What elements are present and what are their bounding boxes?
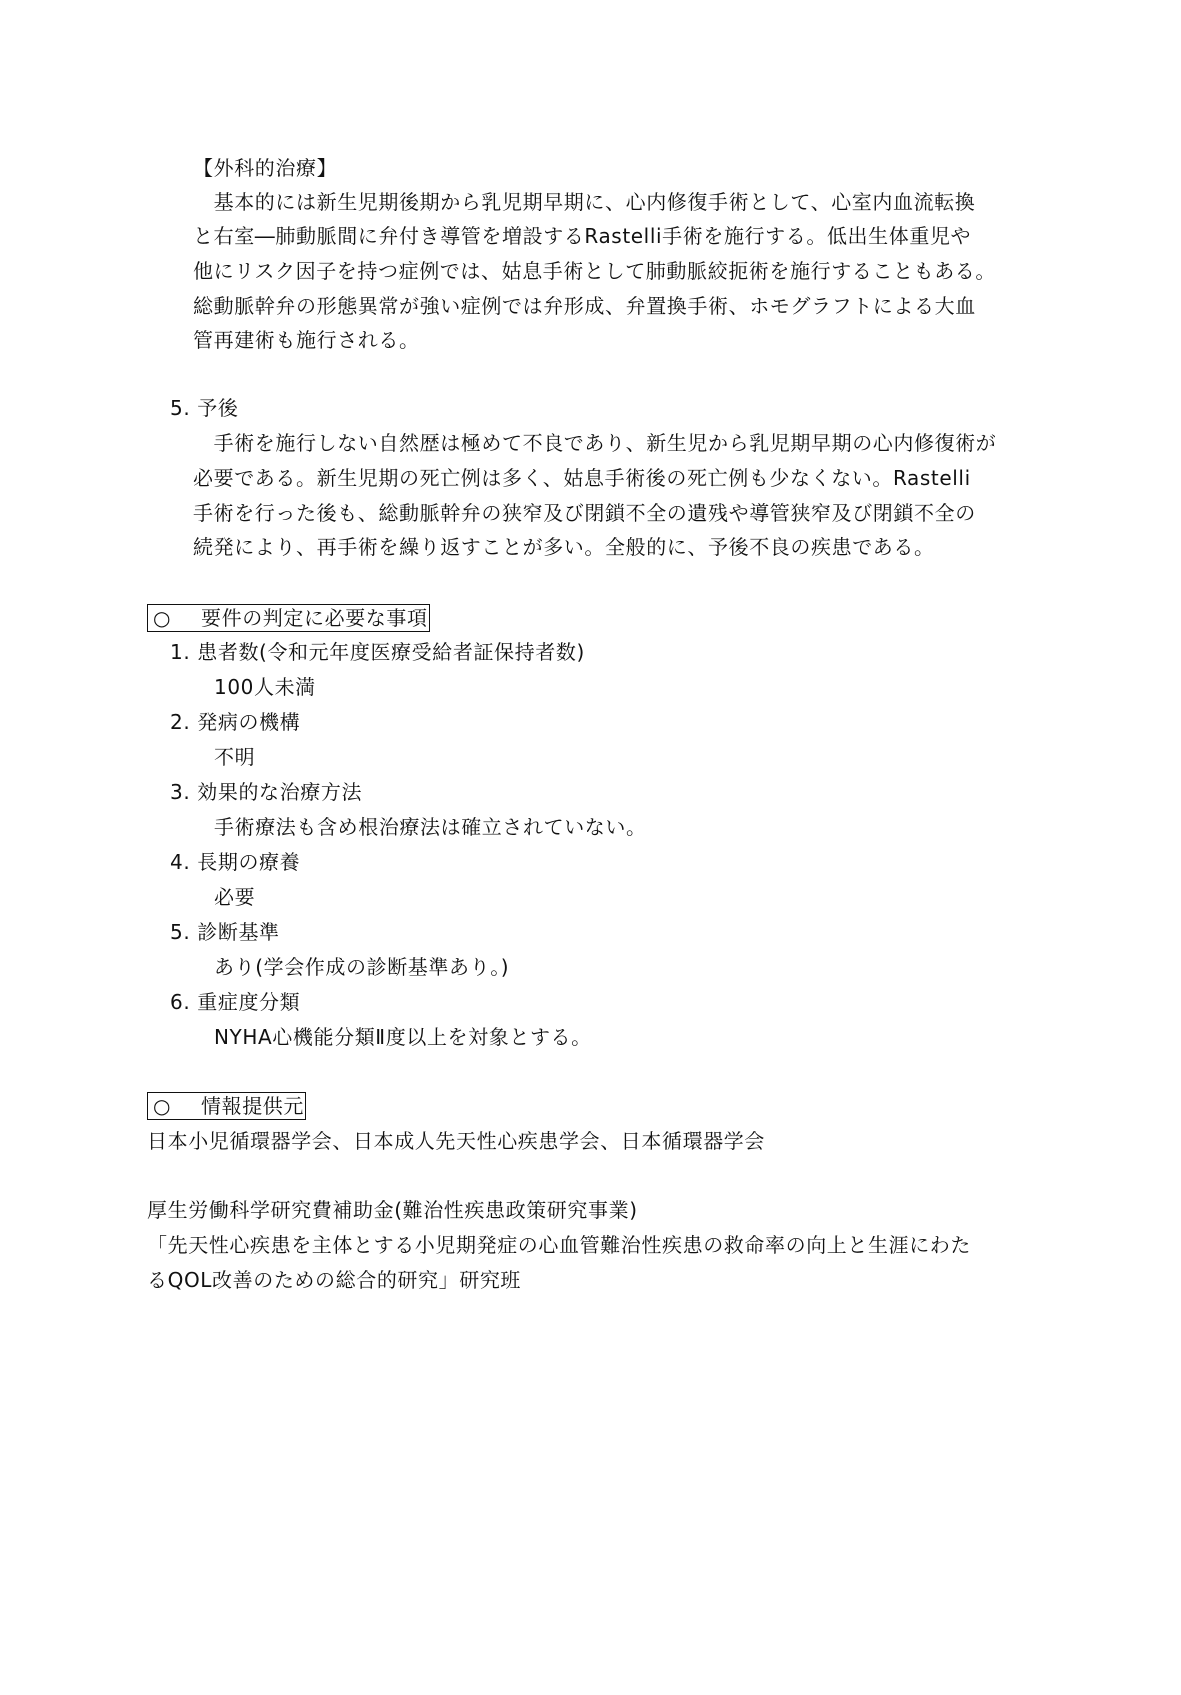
requirement-label: 2. 発病の機構 <box>170 710 301 734</box>
circle-marker-icon: ○ <box>153 606 172 630</box>
prognosis-line: 手術を施行しない自然歴は極めて不良であり、新生児から乳児期早期の心内修復術が <box>193 431 997 455</box>
info-source-heading: 情報提供元 <box>201 1094 304 1118</box>
surgical-treatment-line: 基本的には新生児期後期から乳児期早期に、心内修復手術として、心室内血流転換 <box>193 190 976 214</box>
project-title-line: るQOL改善のための総合的研究」研究班 <box>147 1268 522 1292</box>
surgical-treatment-line: 管再建術も施行される。 <box>193 328 420 352</box>
requirements-heading: 要件の判定に必要な事項 <box>201 606 428 630</box>
requirement-label: 1. 患者数(令和元年度医療受給者証保持者数) <box>170 640 585 664</box>
info-source-section-header <box>147 1092 306 1120</box>
requirement-label: 6. 重症度分類 <box>170 990 301 1014</box>
requirement-value: 必要 <box>214 885 256 909</box>
circle-marker-icon: ○ <box>153 1094 172 1118</box>
prognosis-line: 必要である。新生児期の死亡例は多く、姑息手術後の死亡例も少なくない。Rastelli <box>193 466 971 490</box>
requirement-label: 3. 効果的な治療方法 <box>170 780 363 804</box>
surgical-treatment-heading: 【外科的治療】 <box>193 156 338 180</box>
surgical-treatment-line: と右室―肺動脈間に弁付き導管を増設するRastelli手術を施行する。低出生体重児や <box>193 224 972 248</box>
requirement-value: NYHA心機能分類Ⅱ度以上を対象とする。 <box>214 1025 592 1049</box>
requirement-value: 100人未満 <box>214 675 316 699</box>
grant-name: 厚生労働科学研究費補助金(難治性疾患政策研究事業) <box>147 1198 638 1222</box>
prognosis-heading: 5. 予後 <box>170 396 239 420</box>
surgical-treatment-line: 総動脈幹弁の形態異常が強い症例では弁形成、弁置換手術、ホモグラフトによる大血 <box>193 294 976 318</box>
requirement-label: 5. 診断基準 <box>170 920 280 944</box>
requirement-value: あり(学会作成の診断基準あり。) <box>214 955 510 979</box>
surgical-treatment-line: 他にリスク因子を持つ症例では、姑息手術として肺動脈絞扼術を施行することもある。 <box>193 259 996 283</box>
requirement-value: 手術療法も含め根治療法は確立されていない。 <box>214 815 647 839</box>
prognosis-line: 手術を行った後も、総動脈幹弁の狭窄及び閉鎖不全の遺残や導管狭窄及び閉鎖不全の <box>193 501 976 525</box>
prognosis-line: 続発により、再手術を繰り返すことが多い。全般的に、予後不良の疾患である。 <box>193 535 935 559</box>
requirement-value: 不明 <box>214 745 256 769</box>
info-source-societies: 日本小児循環器学会、日本成人先天性心疾患学会、日本循環器学会 <box>147 1129 765 1153</box>
requirement-label: 4. 長期の療養 <box>170 850 301 874</box>
requirements-section-header <box>147 604 430 632</box>
project-title-line: 「先天性心疾患を主体とする小児期発症の心血管難治性疾患の救命率の向上と生涯にわた <box>147 1233 971 1257</box>
